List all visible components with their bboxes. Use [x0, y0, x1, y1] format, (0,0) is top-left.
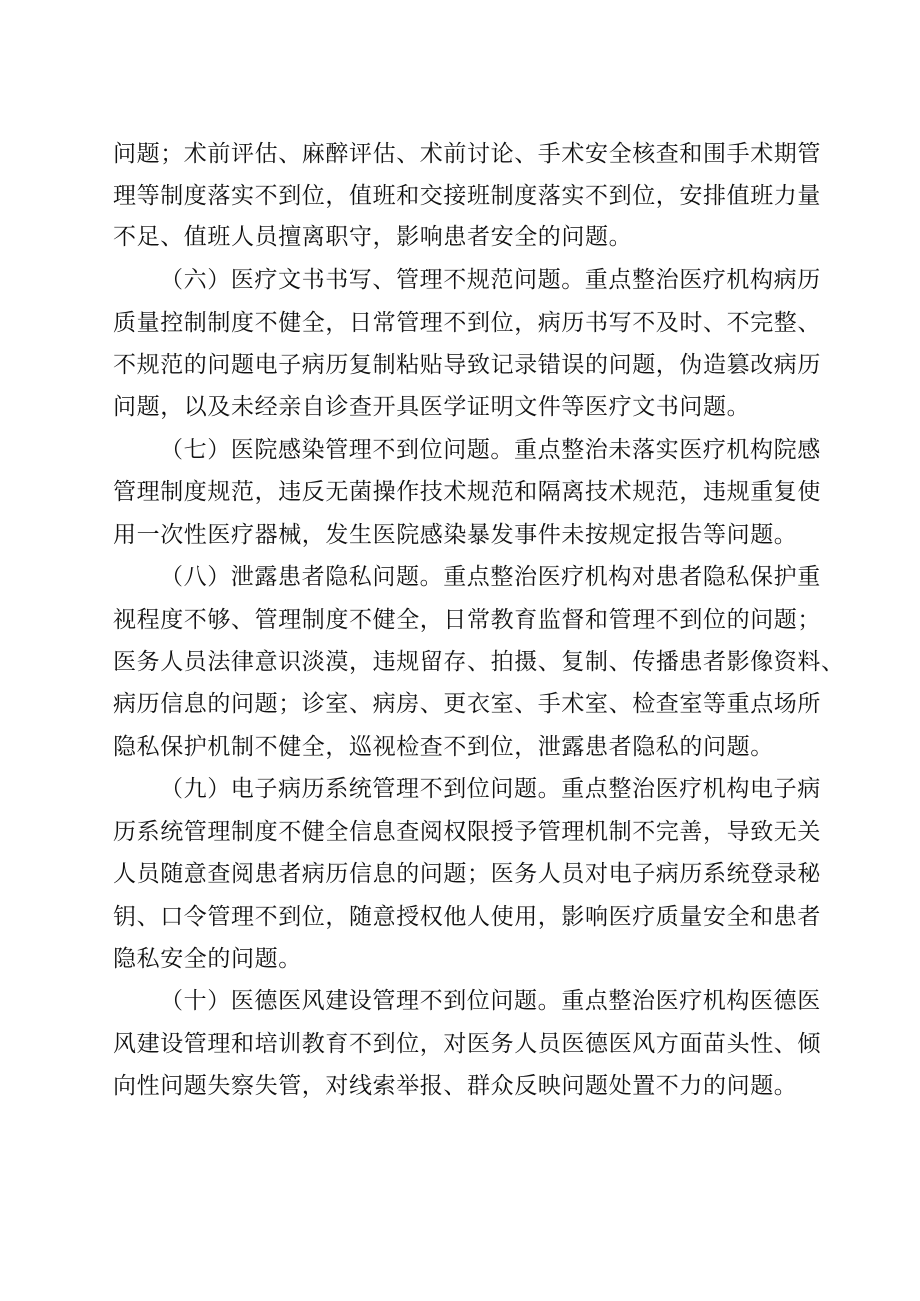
text-line: 视程度不够、管理制度不健全，日常教育监督和管理不到位的问题； — [113, 607, 821, 633]
text-line: 不规范的问题电子病历复制粘贴导致记录错误的问题，伪造篡改病历 — [113, 352, 821, 378]
paragraph-6-heading-line: （六）医疗文书书写、管理不规范问题。重点整治医疗机构病历 — [160, 267, 821, 293]
text-line: 病历信息的问题；诊室、病房、更衣室、手术室、检查室等重点场所 — [113, 691, 821, 717]
text-line: 用一次性医疗器械，发生医院感染暴发事件未按规定报告等问题。 — [113, 522, 798, 548]
text-line: 理等制度落实不到位，值班和交接班制度落实不到位，安排值班力量 — [113, 183, 821, 209]
text-line: 钥、口令管理不到位，随意授权他人使用，影响医疗质量安全和患者 — [113, 904, 821, 930]
text-line: 风建设管理和培训教育不到位，对医务人员医德医风方面苗头性、倾 — [113, 1031, 821, 1057]
text-line: 历系统管理制度不健全信息查阅权限授予管理机制不完善，导致无关 — [113, 819, 821, 845]
text-line: 不足、值班人员擅离职守，影响患者安全的问题。 — [113, 224, 633, 250]
text-line: 隐私保护机制不健全，巡视检查不到位，泄露患者隐私的问题。 — [113, 734, 774, 760]
paragraph-10-heading-line: （十）医德医风建设管理不到位问题。重点整治医疗机构医德医 — [160, 988, 821, 1014]
text-line: 管理制度规范，违反无菌操作技术规范和隔离技术规范，违规重复使 — [113, 479, 821, 505]
text-line: 隐私安全的问题。 — [113, 946, 302, 972]
paragraph-8-heading-line: （八）泄露患者隐私问题。重点整治医疗机构对患者隐私保护重 — [160, 564, 821, 590]
text-line: 问题，以及未经亲自诊查开具医学证明文件等医疗文书问题。 — [113, 394, 751, 420]
text-line: 医务人员法律意识淡漠，违规留存、拍摄、复制、传播患者影像资料、 — [113, 649, 845, 675]
paragraph-7-heading-line: （七）医院感染管理不到位问题。重点整治未落实医疗机构院感 — [160, 437, 821, 463]
text-line: 质量控制制度不健全，日常管理不到位，病历书写不及时、不完整、 — [113, 310, 821, 336]
text-line: 向性问题失察失管，对线索举报、群众反映问题处置不力的问题。 — [113, 1073, 798, 1099]
text-line: 问题；术前评估、麻醉评估、术前讨论、手术安全核查和围手术期管 — [113, 141, 821, 167]
paragraph-9-heading-line: （九）电子病历系统管理不到位问题。重点整治医疗机构电子病 — [160, 776, 821, 802]
text-line: 人员随意查阅患者病历信息的问题；医务人员对电子病历系统登录秘 — [113, 861, 821, 887]
